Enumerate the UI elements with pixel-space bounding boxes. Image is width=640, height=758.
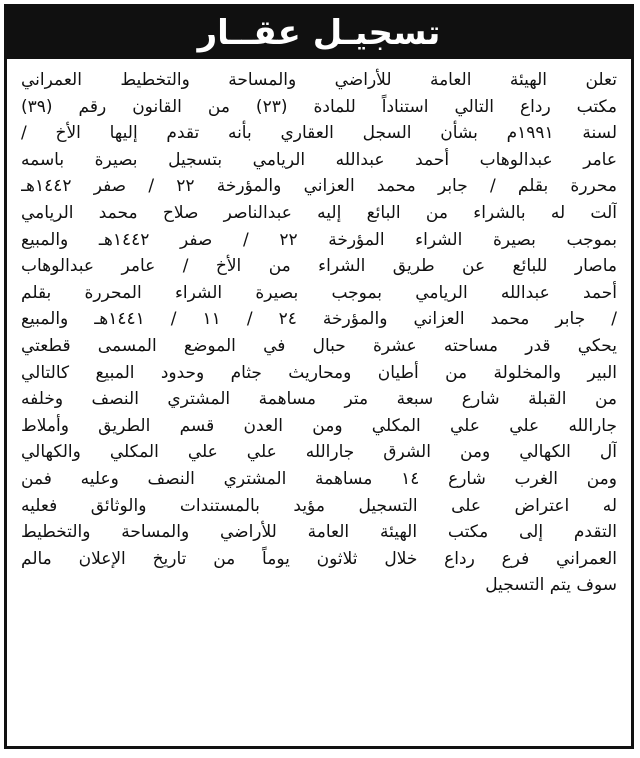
notice-line: البير والمخلولة من أطيان ومحاريث جثام وحدود المبيع كالتالي	[21, 362, 617, 383]
notice-line: محررة بقلم / جابر محمد العزاني والمؤرخة ٢٢ / صفر ١٤٤٢هـ	[21, 176, 617, 197]
notice-title: تسجيـل عقــار	[7, 7, 631, 59]
notice-line: تعلن الهيئة العامة للأراضي والمساحة والتخطيط العمراني	[21, 70, 617, 90]
notice-line: لسنة ١٩٩١م بشأن السجل العقاري بأنه تقدم إليها الأخ /	[21, 123, 617, 144]
notice-line: من القبلة شارع سبعة متر مساهمة المشتري النصف وخلفه	[21, 389, 617, 410]
notice-line: سوف يتم التسجيل	[485, 575, 617, 596]
notice-line: العمراني فرع رداع خلال ثلاثون يوماً من تاريخ الإعلان مالم	[21, 548, 617, 569]
notice-line: بموجب بصيرة الشراء المؤرخة ٢٢ / صفر ١٤٤٢هـ والمبيع	[21, 229, 617, 250]
notice-line: له اعتراض على التسجيل مؤيد بالمستندات والوثائق فعليه	[21, 495, 617, 516]
notice-line: / جابر محمد العزاني والمؤرخة ٢٤ / ١١ / ١٤٤١هـ والمبيع	[21, 309, 617, 330]
notice-line: ومن الغرب شارع ١٤ مساهمة المشتري النصف وعليه فمن	[21, 468, 617, 489]
notice-line: جارالله علي علي المكلي ومن العدن قسم الطريق وأملاط	[21, 415, 617, 436]
notice-line: يحكي قدر مساحته عشرة حبال في الموضع المسمى قطعتي	[21, 335, 617, 356]
notice-line: آل الكهالي ومن الشرق جارالله علي علي المكلي والكهالي	[21, 442, 617, 463]
notice-line: عامر عبدالوهاب أحمد عبدالله الريامي بتسجيل بصيرة باسمه	[21, 149, 617, 170]
notice-line: مكتب رداع التالي استناداً للمادة (٢٣) من القانون رقم (٣٩)	[21, 96, 617, 117]
notice-line: آلت له بالشراء من البائع إليه عبدالناصر صلاح محمد الريامي	[21, 202, 617, 223]
notice-line: أحمد عبدالله الريامي بموجب بصيرة الشراء المحررة بقلم	[21, 282, 617, 303]
property-registration-notice	[4, 4, 634, 749]
notice-line: ماصار للبائع عن طريق الشراء من الأخ / عامر عبدالوهاب	[21, 256, 617, 277]
notice-line: التقدم إلى مكتب الهيئة العامة للأراضي والمساحة والتخطيط	[21, 522, 617, 543]
notice-body	[7, 59, 631, 599]
